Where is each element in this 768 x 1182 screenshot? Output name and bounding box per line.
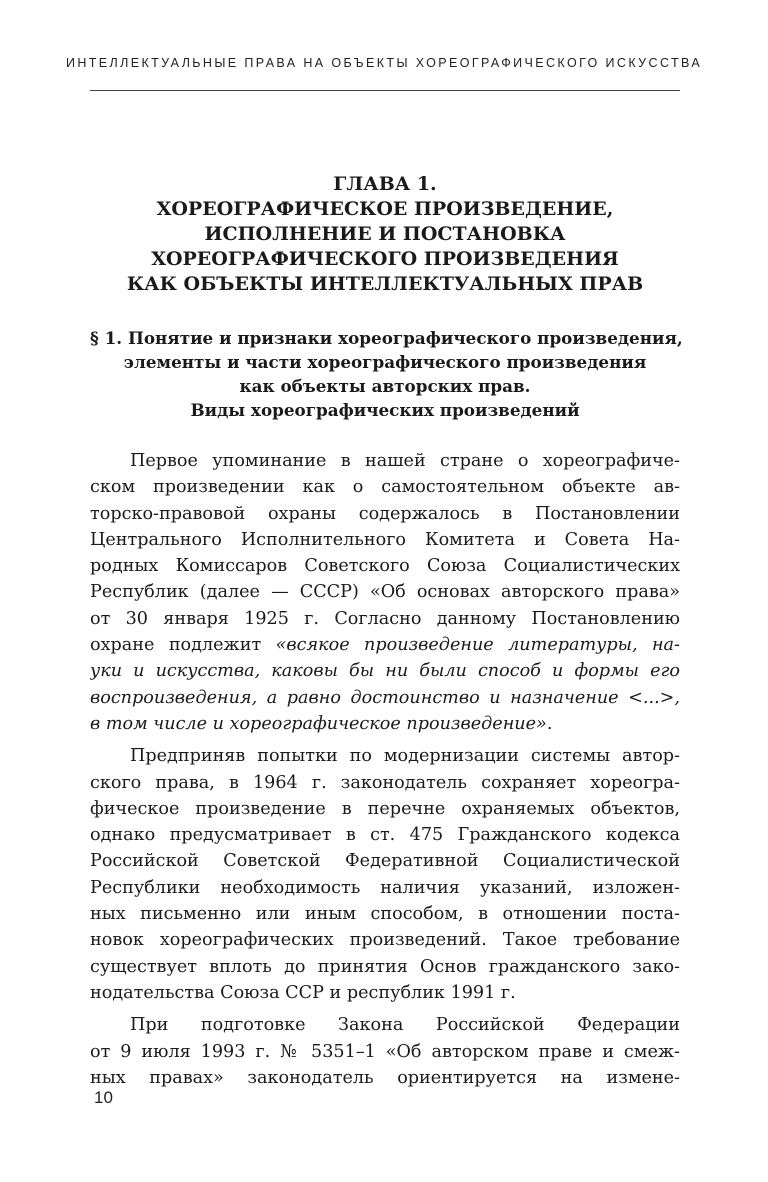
text-line: Республики необходимость наличия указаний, изложен-	[90, 877, 680, 898]
text-line: фическое произведение в перечне охраняемых объектов,	[90, 798, 680, 819]
chapter-title-line: ХОРЕОГРАФИЧЕСКОГО ПРОИЗВЕДЕНИЯ	[151, 248, 619, 270]
text-line: Республик (далее — СССР) «Об основах авторского права»	[90, 582, 680, 603]
chapter-title-line: КАК ОБЪЕКТЫ ИНТЕЛЛЕКТУАЛЬНЫХ ПРАВ	[126, 273, 644, 295]
section-title-line: § 1. Понятие и признаки хореографического произведения,	[90, 328, 683, 348]
text-line: от 30 января 1925 г. Согласно данному Постановлению	[90, 608, 680, 629]
text-line: При подготовке Закона Российской Федерации	[130, 1015, 680, 1036]
text-line: Центрального Исполнительного Комитета и Совета На-	[90, 529, 680, 550]
text-line: нодательства Союза ССР и республик 1991 г.	[90, 982, 516, 1003]
text-line: однако предусматривает в ст. 475 Гражданского кодекса	[90, 825, 680, 846]
text-run: охране подлежит	[90, 635, 276, 656]
quote-line: воспроизведения, а равно достоинство и назначение <...>,	[90, 687, 680, 708]
text-line	[90, 632, 680, 658]
chapter-title-line: ХОРЕОГРАФИЧЕСКОЕ ПРОИЗВЕДЕНИЕ,	[156, 198, 614, 220]
running-head: ИНТЕЛЛЕКТУАЛЬНЫЕ ПРАВА НА ОБЪЕКТЫ ХОРЕОГРАФИЧЕСКОГО ИСКУССТВА	[65, 56, 703, 70]
chapter-title-line: ГЛАВА 1.	[333, 173, 437, 195]
quote-text: «всякое произведение литературы, на-	[275, 635, 680, 656]
paragraph-3	[90, 1012, 680, 1091]
text-line: ском произведении как о самостоятельном объекте ав-	[90, 477, 680, 498]
text-line: торско-правовой охраны содержалось в Постановлении	[90, 503, 680, 524]
page-number: 10	[94, 1088, 113, 1107]
section-title-line: как объекты авторских прав.	[239, 376, 531, 396]
text-line: ных правах» законодатель ориентируется на измене-	[90, 1067, 680, 1088]
body-text	[90, 448, 680, 1091]
section-title-line: Виды хореографических произведений	[190, 400, 580, 420]
text-line: Первое упоминание в нашей стране о хореографиче-	[130, 451, 680, 471]
text-line: существует вплоть до принятия Основ гражданского зако-	[90, 956, 680, 977]
text-line: Предприняв попытки по модернизации системы автор-	[130, 746, 680, 767]
text-line: ных письменно или иным способом, в отношении поста-	[90, 904, 680, 925]
quote-text: в том числе и хореографическое произведение»	[90, 713, 547, 734]
text-line: Российской Советской Федеративной Социалистической	[90, 851, 680, 872]
text-line: новок хореографических произведений. Такое требование	[90, 930, 680, 951]
text-run: .	[546, 713, 553, 734]
quote-line: уки и искусства, каковы бы ни были способ и формы его	[90, 661, 680, 682]
text-line: родных Комиссаров Советского Союза Социалистических	[90, 556, 680, 577]
section-title-line: элементы и части хореографического произведения	[123, 352, 647, 372]
paragraph-1	[90, 448, 680, 737]
text-line	[90, 711, 680, 737]
chapter-title	[90, 172, 680, 297]
header-rule	[90, 90, 680, 91]
chapter-title-line: ИСПОЛНЕНИЕ И ПОСТАНОВКА	[204, 223, 566, 245]
paragraph-2	[90, 743, 680, 1006]
text-line: от 9 июля 1993 г. № 5351–1 «Об авторском праве и смеж-	[90, 1041, 680, 1062]
text-line: ского права, в 1964 г. законодатель сохраняет хореогра-	[90, 772, 680, 793]
section-title	[90, 326, 683, 422]
